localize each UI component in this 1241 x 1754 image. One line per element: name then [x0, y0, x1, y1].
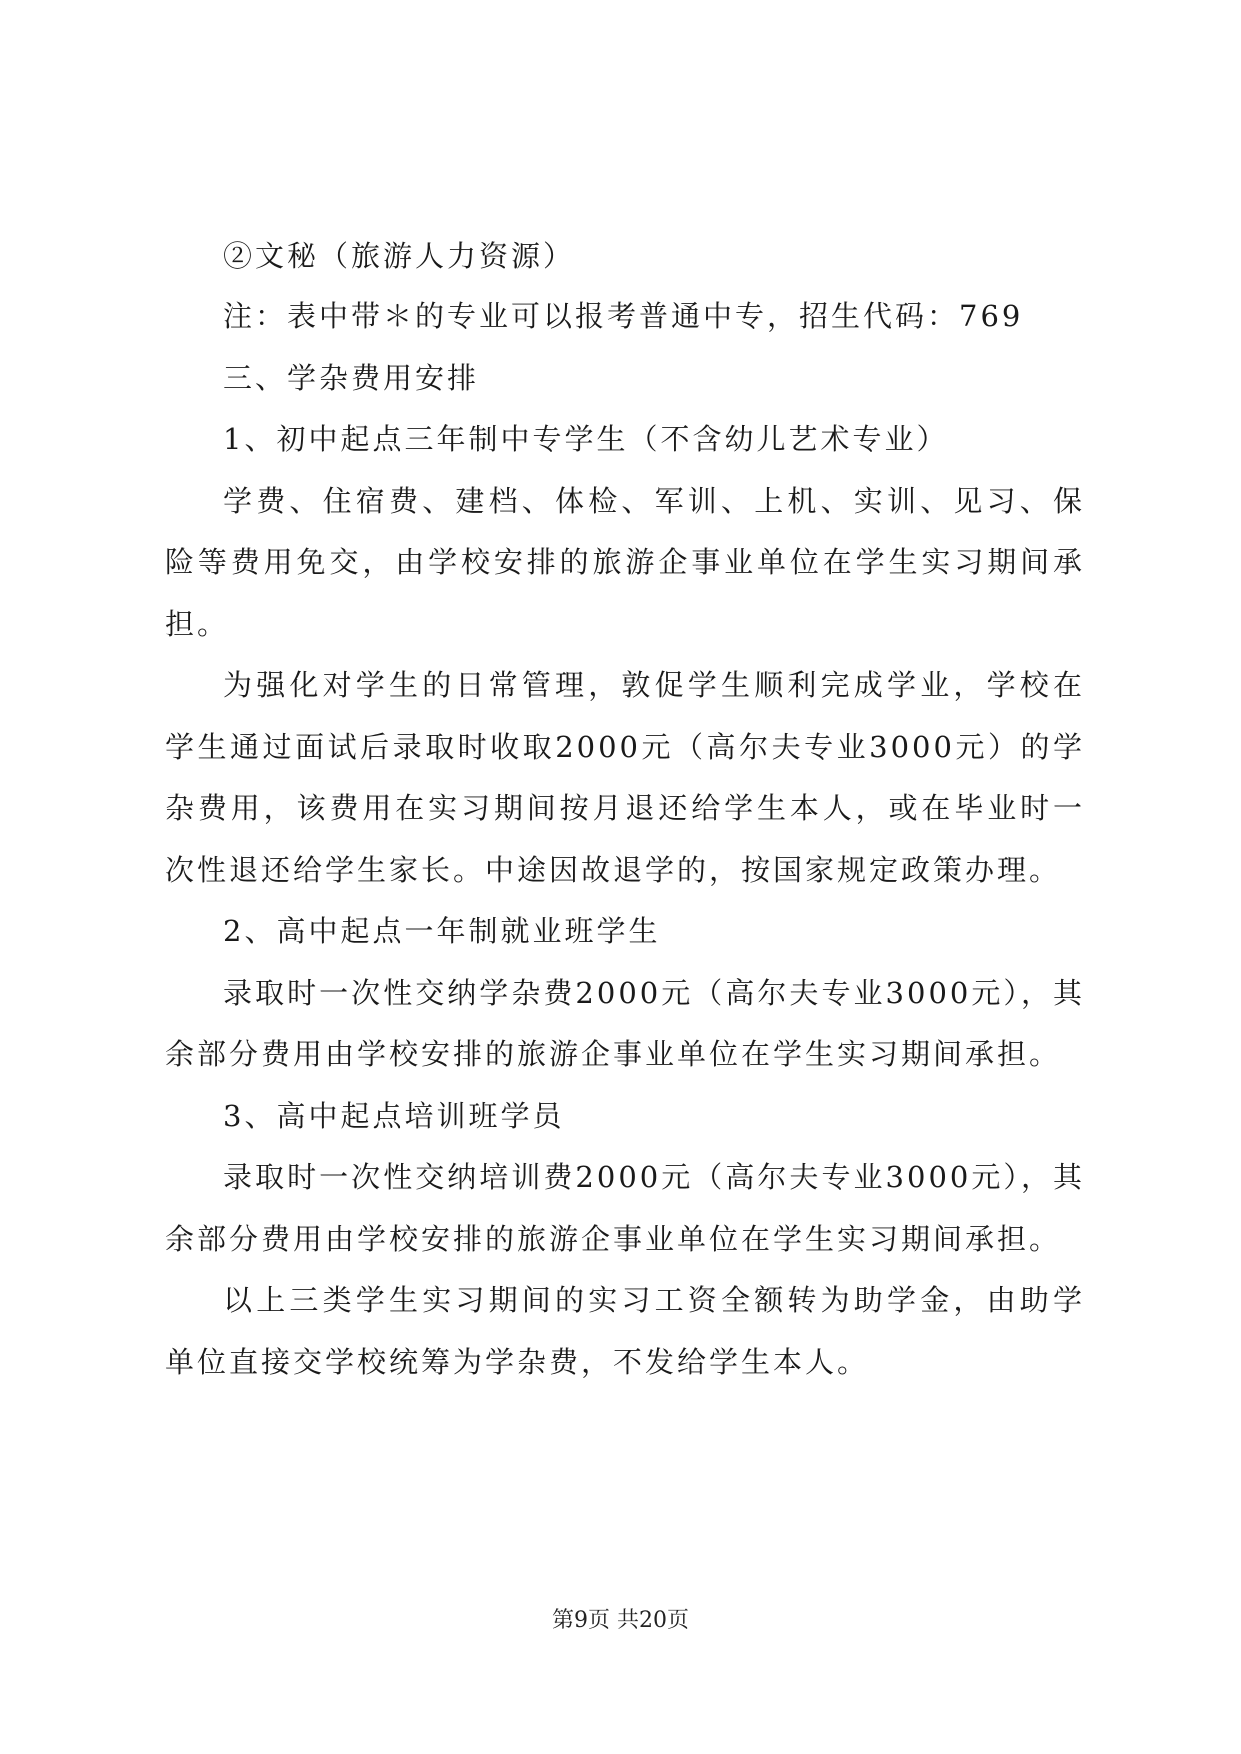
paragraph-fee-exemption: 学费、住宿费、建档、体检、军训、上机、实训、见习、保险等费用免交，由学校安排的旅游企事业单位在学生实习期间承担。 [165, 483, 1085, 641]
paragraph-management-fee: 为强化对学生的日常管理，敦促学生顺利完成学业，学校在学生通过面试后录取时收取2000元（高尔夫专业3000元）的学杂费用，该费用在实习期间按月退还给学生本人，或在毕业时一次性退还给学生家长。中途因故退学的，按国家规定政策办理。 [165, 668, 1085, 887]
subheading-three-year: 1、初中起点三年制中专学生（不含幼儿艺术专业） [223, 422, 949, 456]
subheading-one-year: 2、高中起点一年制就业班学生 [223, 914, 661, 948]
paragraph-note: 注：表中带＊的专业可以报考普通中专，招生代码：769 [223, 299, 1024, 333]
document-body [165, 226, 1085, 1393]
paragraph-one-year-fee: 录取时一次性交纳学杂费2000元（高尔夫专业3000元），其余部分费用由学校安排的旅游企事业单位在学生实习期间承担。 [165, 975, 1085, 1071]
paragraph-training-fee: 录取时一次性交纳培训费2000元（高尔夫专业3000元），其余部分费用由学校安排的旅游企事业单位在学生实习期间承担。 [165, 1160, 1085, 1256]
paragraph-secretary-item: ②文秘（旅游人力资源） [223, 239, 576, 273]
section-heading-fees: 三、学杂费用安排 [223, 360, 480, 395]
subheading-training: 3、高中起点培训班学员 [223, 1098, 565, 1133]
page-number-footer: 第9页 共20页 [552, 1608, 689, 1633]
paragraph-stipend: 以上三类学生实习期间的实习工资全额转为助学金，由助学单位直接交学校统筹为学杂费，不发给学生本人。 [165, 1283, 1085, 1379]
